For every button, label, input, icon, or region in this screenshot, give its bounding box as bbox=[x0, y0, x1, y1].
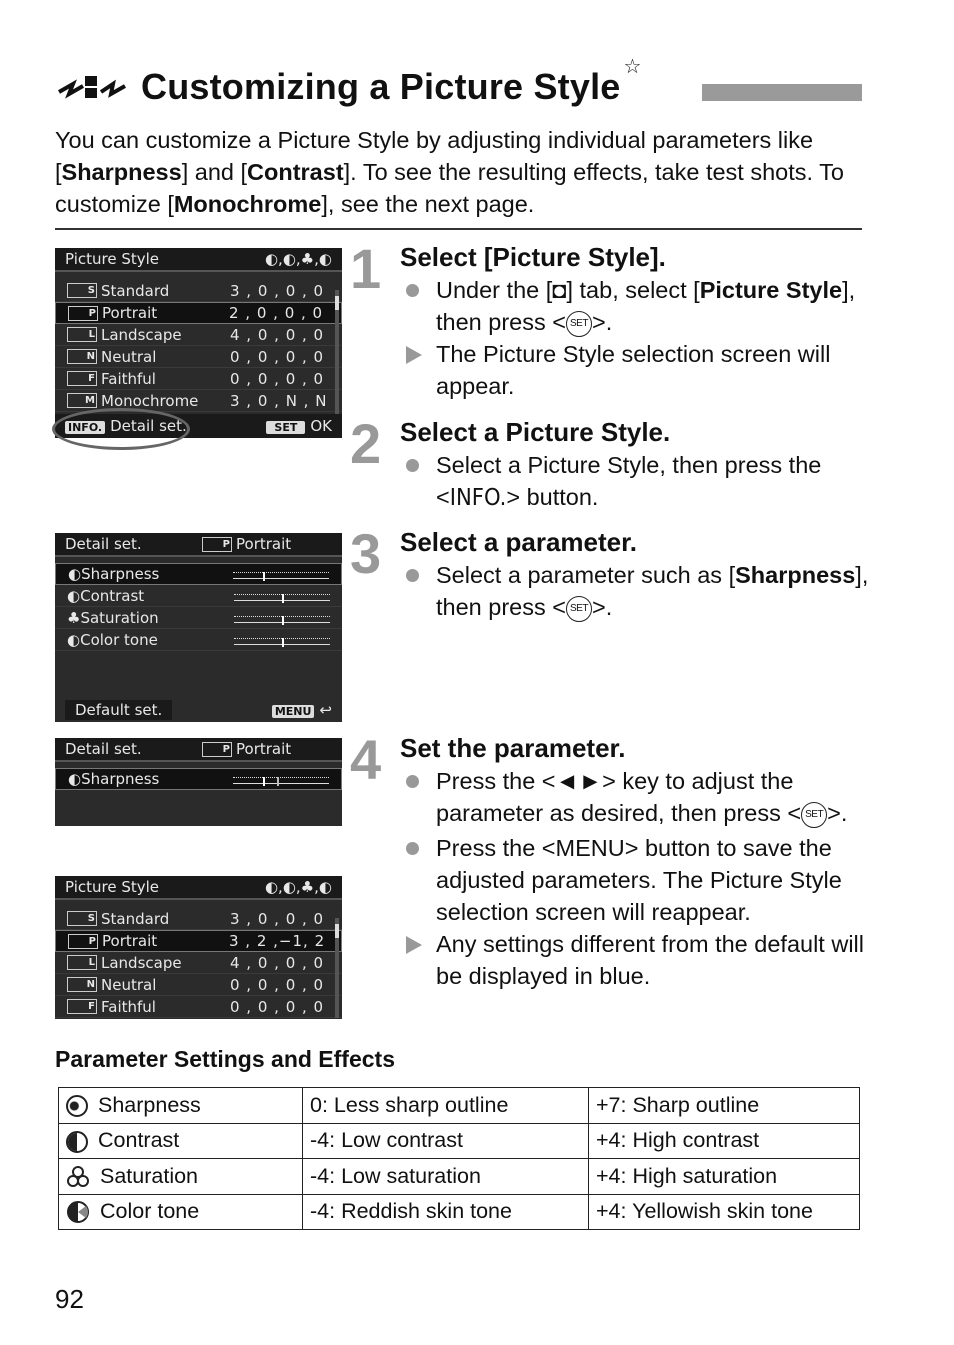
high-cell: +4: High saturation bbox=[589, 1159, 860, 1195]
step-number: 2 bbox=[350, 412, 382, 475]
parameter-slider bbox=[234, 591, 330, 601]
style-values: 0 , 0 , 0 , 0 bbox=[230, 997, 325, 1016]
high-cell: +4: Yellowish skin tone bbox=[589, 1194, 860, 1230]
detail-parameter-row bbox=[55, 629, 342, 651]
step-result: The Picture Style selection screen will appear. bbox=[400, 338, 870, 402]
sharpness-icon: ◐ bbox=[68, 770, 82, 788]
step-title: Set the parameter. bbox=[400, 733, 626, 763]
screen-title: Picture Style bbox=[65, 250, 160, 268]
step-number: 3 bbox=[350, 522, 382, 585]
screen-footer bbox=[55, 698, 342, 722]
low-cell: 0: Less sharp outline bbox=[303, 1088, 589, 1124]
shooting-menu-icon bbox=[55, 70, 129, 104]
step-title: Select [Picture Style]. bbox=[400, 242, 666, 272]
style-values: 4 , 0 , 0 , 0 bbox=[230, 325, 325, 344]
style-icon: S bbox=[67, 911, 97, 926]
style-icon: P bbox=[202, 537, 232, 552]
screen-title: Picture Style bbox=[65, 878, 160, 896]
row-label: Saturation bbox=[80, 608, 159, 627]
parameter-slider bbox=[233, 569, 329, 579]
picture-style-updated-screen bbox=[55, 876, 342, 1019]
step-result: Any settings different from the default will be displayed in blue. bbox=[400, 928, 870, 992]
style-values: 2 , 0 , 0 , 0 bbox=[229, 304, 324, 322]
step-bullet: Press the <MENU> button to save the adjusted parameters. The Picture Style selection screen will reappear. bbox=[400, 832, 870, 928]
style-name: Faithful bbox=[101, 369, 156, 388]
info-button-icon: INFO. bbox=[449, 483, 507, 511]
step-bullet: Select a parameter such as [Sharpness], then press < SET >. bbox=[400, 559, 870, 623]
set-button-icon: SET bbox=[566, 311, 592, 337]
parameter-slider bbox=[234, 613, 330, 623]
info-button-label: INFO. bbox=[65, 421, 105, 434]
table-row bbox=[59, 1123, 860, 1159]
default-set-label: Default set. bbox=[65, 700, 172, 720]
style-values: 3 , 2 ,−1, 2 bbox=[229, 932, 326, 950]
screen-header bbox=[55, 876, 342, 900]
param-cell: Contrast bbox=[59, 1123, 303, 1159]
style-icon: S bbox=[67, 283, 97, 298]
row-label: Color tone bbox=[80, 630, 158, 649]
highlight-oval bbox=[52, 408, 190, 450]
picture-style-row bbox=[55, 346, 342, 368]
detail-parameter-row bbox=[55, 585, 342, 607]
set-button-icon: SET bbox=[801, 802, 827, 828]
style-name: Standard bbox=[101, 909, 170, 928]
style-values: 3 , 0 , 0 , 0 bbox=[230, 281, 325, 300]
screen-header bbox=[55, 248, 342, 272]
parameter-slider bbox=[234, 635, 330, 645]
section-divider bbox=[55, 228, 862, 230]
table-row bbox=[59, 1088, 860, 1124]
style-icon: N bbox=[67, 977, 97, 992]
low-cell: -4: Reddish skin tone bbox=[303, 1194, 589, 1230]
screen-header bbox=[55, 738, 342, 762]
scrollbar bbox=[335, 918, 339, 1018]
detail-parameter-row bbox=[55, 607, 342, 629]
style-name: Portrait bbox=[236, 535, 292, 553]
high-cell: +4: High contrast bbox=[589, 1123, 860, 1159]
step-1 bbox=[350, 237, 870, 402]
picture-style-row bbox=[55, 996, 342, 1018]
set-button-icon: SET bbox=[566, 596, 592, 622]
style-name: Portrait bbox=[102, 304, 158, 322]
step-number: 1 bbox=[350, 237, 382, 300]
scrollbar bbox=[335, 290, 339, 416]
picture-style-row bbox=[55, 908, 342, 930]
table-row bbox=[59, 1194, 860, 1230]
screen-title: Detail set. bbox=[65, 535, 142, 553]
parameter-icon: ♣ bbox=[67, 608, 81, 627]
style-name: Portrait bbox=[102, 932, 158, 950]
style-name: Faithful bbox=[101, 997, 156, 1016]
back-icon: ↩ bbox=[319, 701, 332, 719]
step-3 bbox=[350, 522, 870, 623]
picture-style-row bbox=[55, 302, 342, 324]
style-icon: P bbox=[202, 742, 232, 757]
row-label: Sharpness bbox=[81, 565, 160, 583]
page-title: Customizing a Picture Style ☆ bbox=[141, 56, 642, 107]
picture-style-row bbox=[55, 324, 342, 346]
detail-set-label: Detail set. bbox=[110, 417, 187, 435]
table-row bbox=[59, 1159, 860, 1195]
screen-title: Detail set. bbox=[65, 740, 142, 758]
param-cell: Sharpness bbox=[59, 1088, 303, 1124]
style-icon: M bbox=[67, 393, 97, 408]
color-tone-icon bbox=[66, 1199, 100, 1223]
page-number: 92 bbox=[55, 1284, 84, 1314]
intro-paragraph: You can customize a Picture Style by adjusting individual parameters like [Sharpness] and [Contrast]. To see the resulting effects, take test shots. To customize [Monochrome], see the next page. bbox=[55, 127, 844, 217]
step-title: Select a Picture Style. bbox=[400, 417, 671, 447]
shooting-tab-icon: ◘ bbox=[552, 277, 567, 303]
style-icon: L bbox=[67, 327, 97, 342]
parameter-icon: ◐ bbox=[67, 630, 81, 649]
param-cell: Color tone bbox=[59, 1194, 303, 1230]
step-bullet: Press the <◄►> key to adjust the parameter as desired, then press < SET >. bbox=[400, 765, 870, 829]
style-icon: L bbox=[67, 955, 97, 970]
picture-style-row bbox=[55, 280, 342, 302]
step-title: Select a parameter. bbox=[400, 527, 638, 557]
menu-button-icon: MENU bbox=[555, 835, 625, 861]
style-values: 3 , 0 , 0 , 0 bbox=[230, 909, 325, 928]
contrast-icon bbox=[66, 1128, 98, 1152]
step-2 bbox=[350, 412, 870, 513]
ok-label: OK bbox=[310, 417, 332, 435]
style-name: Landscape bbox=[101, 325, 182, 344]
style-values: 0 , 0 , 0 , 0 bbox=[230, 975, 325, 994]
page-heading bbox=[55, 56, 642, 112]
screen-header bbox=[55, 533, 342, 557]
saturation-icon bbox=[66, 1164, 100, 1188]
picture-style-row bbox=[55, 952, 342, 974]
picture-style-row bbox=[55, 974, 342, 996]
style-icon: P bbox=[68, 934, 98, 949]
style-values: 0 , 0 , 0 , 0 bbox=[230, 369, 325, 388]
low-cell: -4: Low saturation bbox=[303, 1159, 589, 1195]
style-name: Standard bbox=[101, 281, 170, 300]
set-button-label: SET bbox=[266, 421, 305, 434]
detail-set-screen bbox=[55, 533, 342, 722]
style-name: Landscape bbox=[101, 953, 182, 972]
picture-style-row bbox=[55, 930, 342, 952]
style-name: Neutral bbox=[101, 347, 157, 366]
advanced-star-icon: ☆ bbox=[623, 56, 642, 78]
style-values: 0 , 0 , 0 , 0 bbox=[230, 347, 325, 366]
style-values: 4 , 0 , 0 , 0 bbox=[230, 953, 325, 972]
step-bullet: Select a Picture Style, then press the <INFO.> button. bbox=[400, 449, 870, 513]
sharpness-icon bbox=[66, 1093, 98, 1117]
row-label: Sharpness bbox=[81, 770, 160, 788]
sharpness-row bbox=[55, 768, 342, 790]
table-title: Parameter Settings and Effects bbox=[55, 1046, 396, 1072]
sharpness-slider bbox=[233, 774, 329, 784]
style-icon: N bbox=[67, 349, 97, 364]
style-icon: F bbox=[67, 371, 97, 386]
menu-button-label: MENU bbox=[272, 705, 315, 718]
parameter-icons: ◐,◐,♣,◐ bbox=[264, 250, 332, 268]
style-name: Portrait bbox=[236, 740, 292, 758]
style-icon: P bbox=[68, 306, 98, 321]
style-name: Monochrome bbox=[101, 391, 199, 410]
step-number: 4 bbox=[350, 728, 382, 791]
sharpness-adjust-screen bbox=[55, 738, 342, 826]
step-bullet: Under the [◘] tab, select [Picture Style], then press < SET >. bbox=[400, 274, 870, 338]
style-values: 3 , 0 , N , N bbox=[230, 391, 328, 410]
parameter-icon: ◐ bbox=[67, 586, 81, 605]
style-name: Neutral bbox=[101, 975, 157, 994]
row-label: Contrast bbox=[80, 586, 145, 605]
title-decoration-bar bbox=[702, 84, 862, 101]
parameter-icons: ◐,◐,♣,◐ bbox=[264, 878, 332, 896]
parameter-table bbox=[58, 1087, 860, 1230]
left-right-key-icon: ◄► bbox=[555, 768, 603, 794]
high-cell: +7: Sharp outline bbox=[589, 1088, 860, 1124]
style-icon: F bbox=[67, 999, 97, 1014]
picture-style-row bbox=[55, 368, 342, 390]
step-4 bbox=[350, 728, 870, 992]
detail-parameter-row bbox=[55, 563, 342, 585]
parameter-icon: ◐ bbox=[68, 565, 82, 583]
low-cell: -4: Low contrast bbox=[303, 1123, 589, 1159]
param-cell: Saturation bbox=[59, 1159, 303, 1195]
